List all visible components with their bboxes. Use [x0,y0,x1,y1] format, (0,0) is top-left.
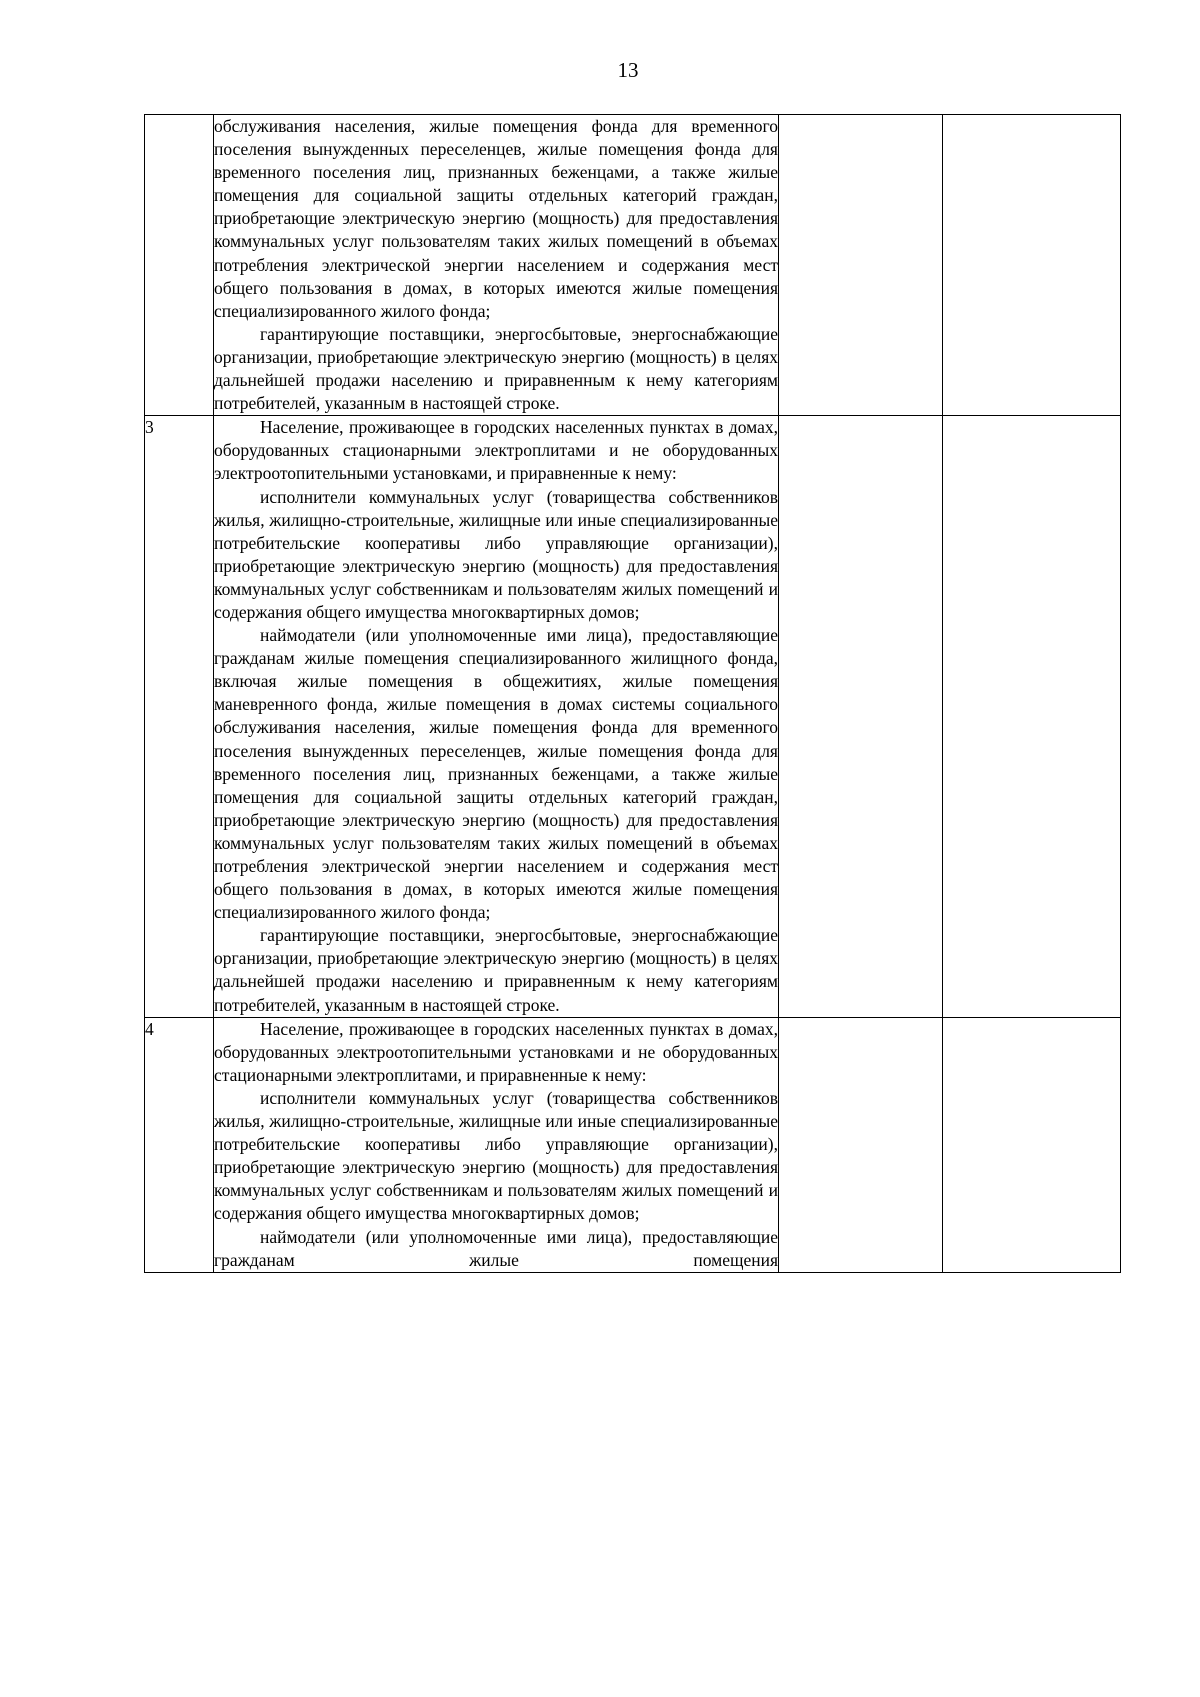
empty-value-cell [779,1017,943,1272]
row-number-cell: 3 [145,416,214,1017]
tariff-table [144,114,1121,1273]
table-row [145,115,1121,416]
paragraph: исполнители коммунальных услуг (товарищества собственников жилья, жилищно-строительные, жилищные или иные специализированные потребительские кооперативы либо управляющие организации), приобретающие электрическую энергию (мощность) для предоставления коммунальных услуг собственникам и пользователям жилых помещений и содержания общего имущества многоквартирных домов; [214,486,778,622]
paragraph: гарантирующие поставщики, энергосбытовые, энергоснабжающие организации, приобретающие электрическую энергию (мощность) в целях дальнейшей продажи населению и приравненным к нему категориям потребителей, указанным в настоящей строке. [214,925,778,1015]
row-number-cell [145,115,214,416]
paragraph: обслуживания населения, жилые помещения фонда для временного поселения вынужденных переселенцев, жилые помещения фонда для временного поселения лиц, признанных беженцами, а также жилые помещения для социальной защиты отдельных категорий граждан, приобретающие электрическую энергию (мощность) для предоставления коммунальных услуг пользователям таких жилых помещений в объемах потребления электрической энергии населением и содержания мест общего пользования в домах, в которых имеются жилые помещения специализированного жилого фонда; [214,116,778,321]
empty-value-cell [779,416,943,1017]
paragraph: исполнители коммунальных услуг (товарищества собственников жилья, жилищно-строительные, жилищные или иные специализированные потребительские кооперативы либо управляющие организации), приобретающие электрическую энергию (мощность) для предоставления коммунальных услуг собственникам и пользователям жилых помещений и содержания общего имущества многоквартирных домов; [214,1087,778,1224]
page-number: 13 [617,58,639,82]
description-cell [214,1017,779,1272]
table-row [145,1017,1121,1272]
paragraph: Население, проживающее в городских населенных пунктах в домах, оборудованных электроотопительными установками и не оборудованных стационарными электроплитами, и приравненные к нему: [214,1018,778,1085]
empty-value-cell [943,115,1121,416]
paragraph: наймодатели (или уполномоченные ими лица), предоставляющие гражданам жилые помещения [214,1226,778,1270]
empty-value-cell [943,1017,1121,1272]
empty-value-cell [779,115,943,416]
paragraph: наймодатели (или уполномоченные ими лица), предоставляющие гражданам жилые помещения специализированного жилищного фонда, включая жилые помещения в общежитиях, жилые помещения маневренного фонда, жилые помещения в домах системы социального обслуживания населения, жилые помещения фонда для временного поселения вынужденных переселенцев, жилые помещения фонда для временного поселения лиц, признанных беженцами, а также жилые помещения для социальной защиты отдельных категорий граждан, приобретающие электрическую энергию (мощность) для предоставления коммунальных услуг пользователям таких жилых помещений в объемах потребления электрической энергии населением и содержания мест общего пользования в домах, в которых имеются жилые помещения специализированного жилого фонда; [214,625,778,923]
empty-value-cell [943,416,1121,1017]
paragraph: Население, проживающее в городских населенных пунктах в домах, оборудованных стационарными электроплитами и не оборудованных электроотопительными установками, и приравненные к нему: [214,417,778,484]
description-cell [214,416,779,1017]
row-number-cell: 4 [145,1017,214,1272]
description-cell [214,115,779,416]
table-row [145,416,1121,1017]
paragraph: гарантирующие поставщики, энергосбытовые, энергоснабжающие организации, приобретающие электрическую энергию (мощность) в целях дальнейшей продажи населению и приравненным к нему категориям потребителей, указанным в настоящей строке. [214,323,778,414]
